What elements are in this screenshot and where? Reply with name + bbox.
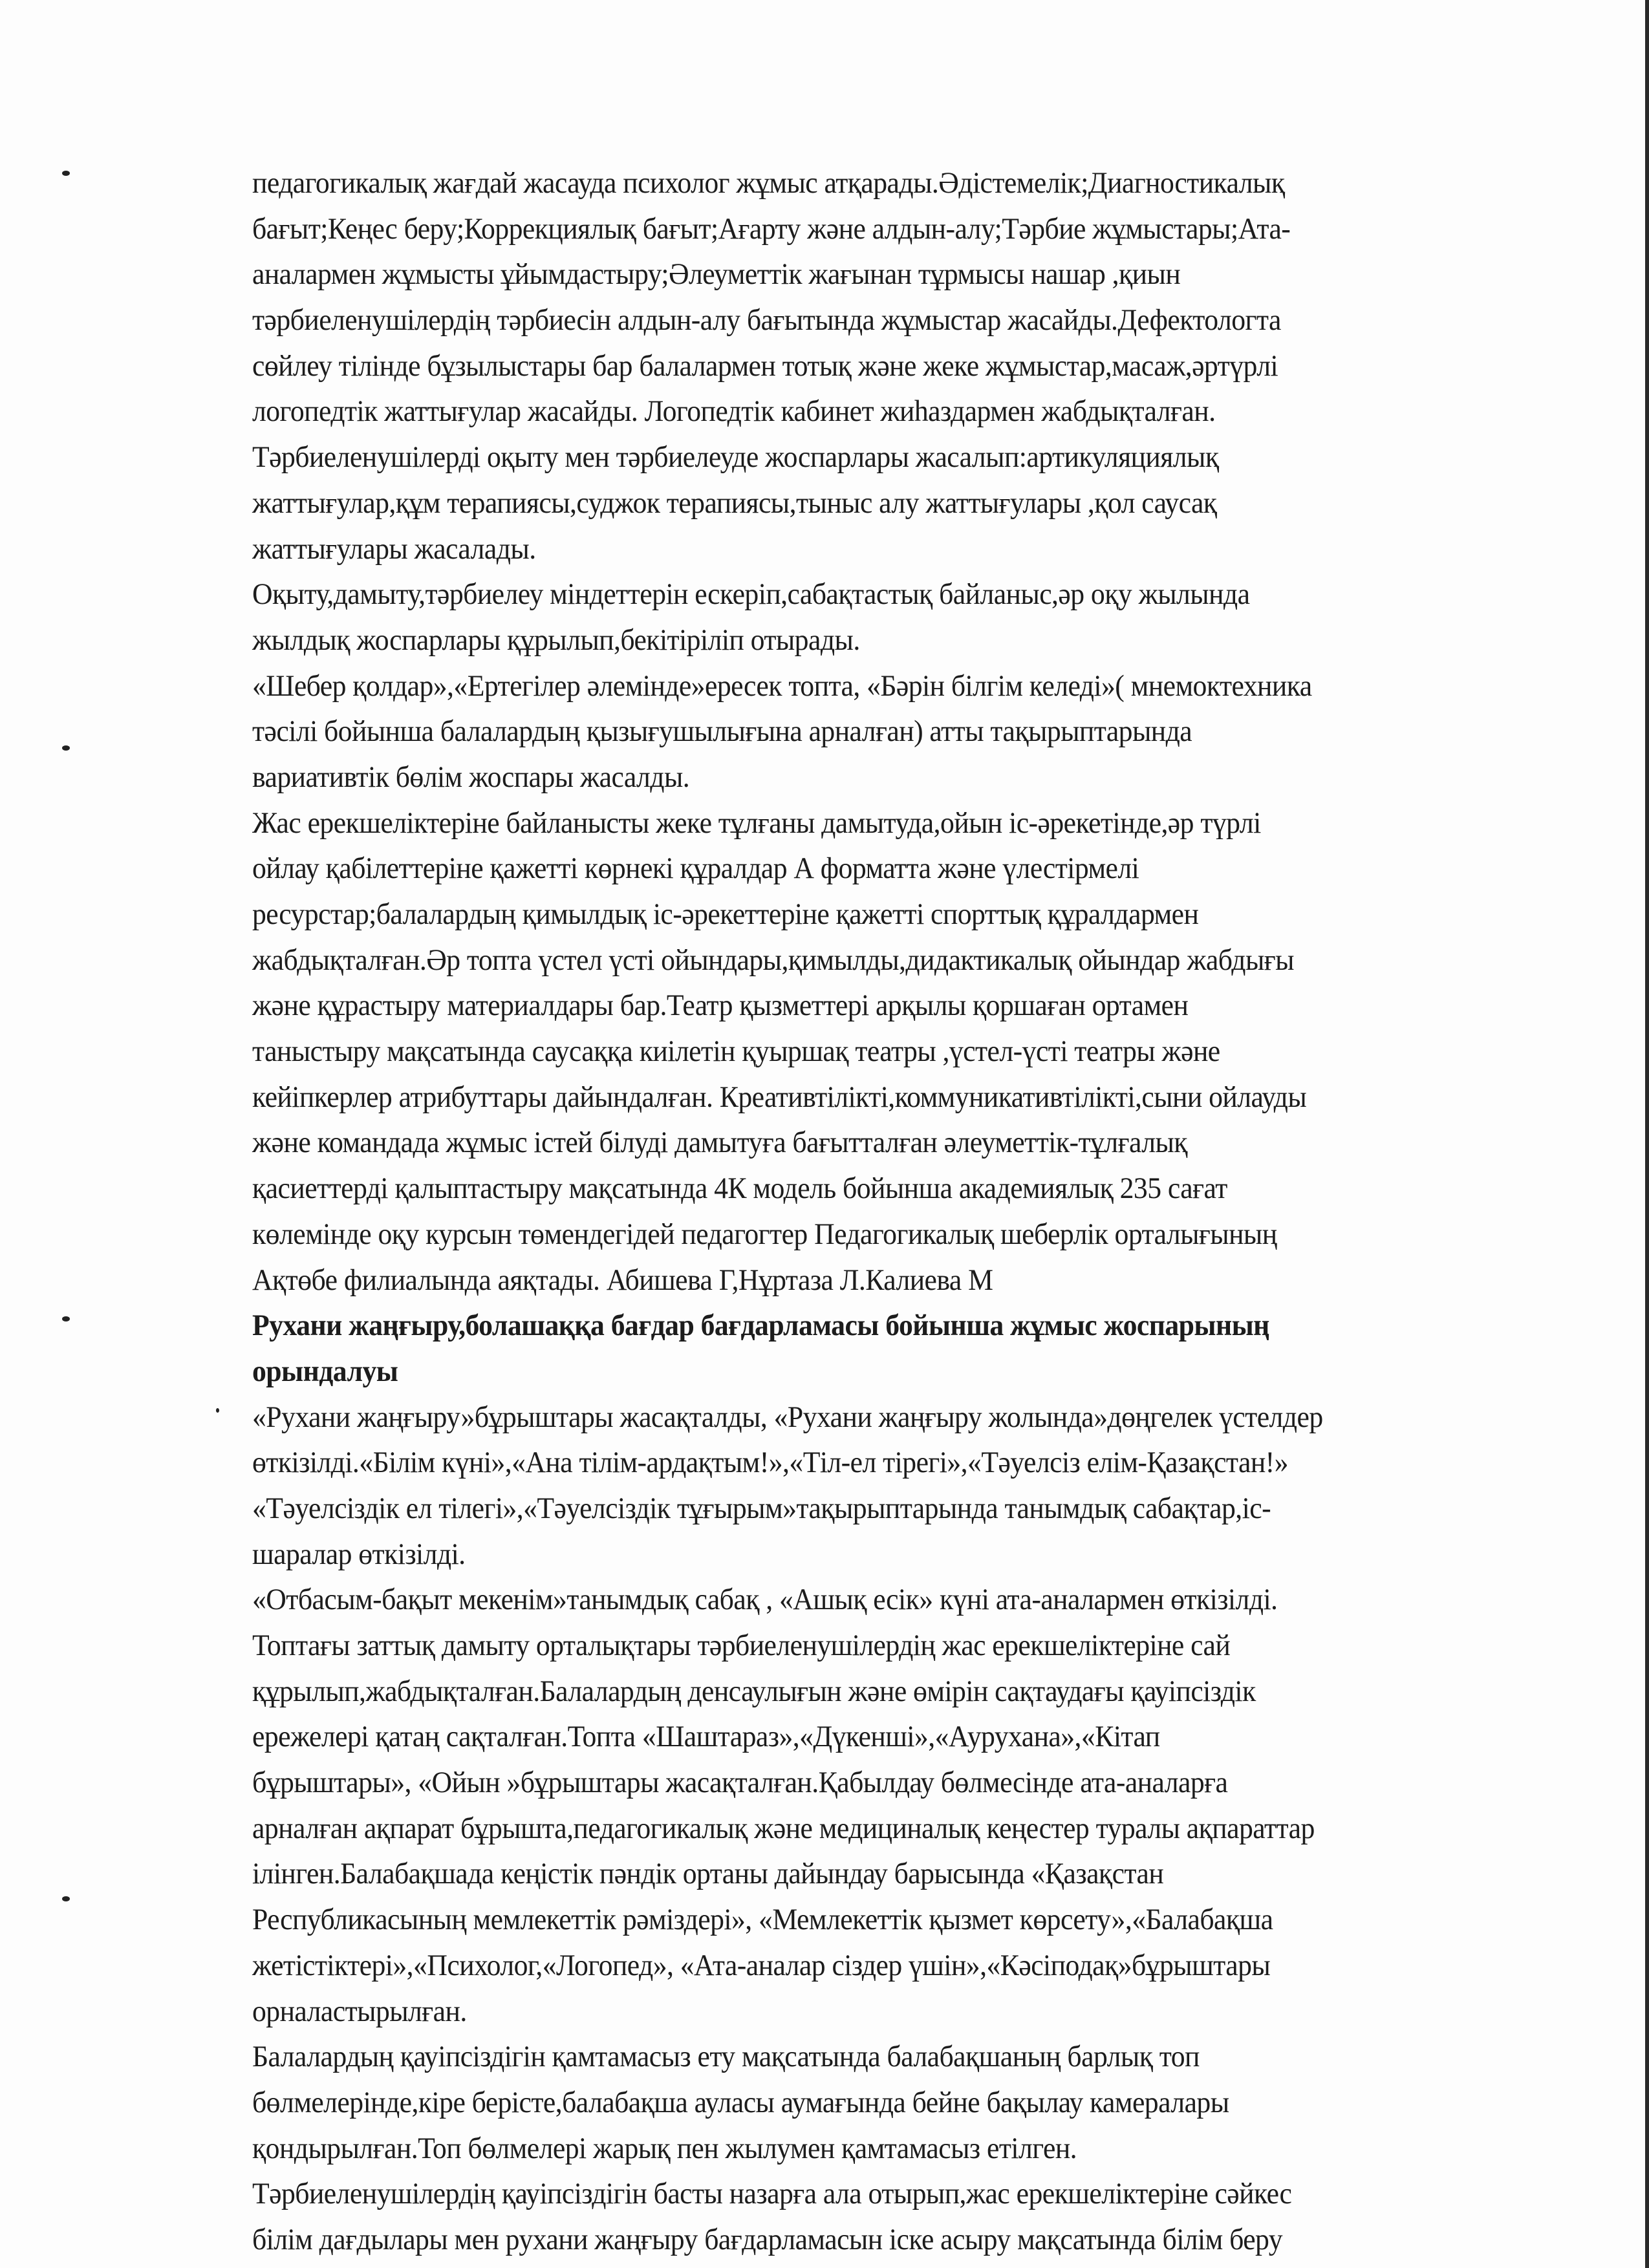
text-line: ілінген.Балабақшада кеңістік пәндік ортаны дайындау барысында «Қазақстан — [252, 1857, 1164, 1891]
text-line: «Шебер қолдар»,«Ертегілер әлемінде»ересек топта, «Бәрін білгім келеді»( мнемоктехника — [252, 669, 1312, 703]
text-line: жаттығулар,құм терапиясы,суджок терапиясы,тыныс алу жаттығулары ,қол саусақ — [252, 486, 1217, 520]
binder-hole-mark — [62, 1316, 70, 1321]
text-line: Республикасының мемлекеттік рәміздері», «Мемлекеттік қызмет көрсету»,«Балабақша — [252, 1903, 1273, 1937]
section-heading-line: орындалуы — [252, 1354, 398, 1388]
text-line: ресурстар;балалардың қимылдық іс-әрекеттеріне қажетті спорттық құралдармен — [252, 897, 1199, 931]
text-line: педагогикалық жағдай жасауда психолог жұмыс атқарады.Әдістемелік;Диагностикалық — [252, 166, 1285, 200]
text-line: құрылып,жабдықталған.Балалардың денсаулығын және өмірін сақтаудағы қауіпсіздік — [252, 1674, 1256, 1708]
text-line: және командада жұмыс істей білуді дамытуға бағытталған әлеуметтік-тұлғалық — [252, 1126, 1187, 1160]
text-line: тәрбиеленушілердің тәрбиесін алдын-алу бағытында жұмыстар жасайды.Дефектологта — [252, 303, 1281, 337]
text-line: аналармен жұмысты ұйымдастыру;Әлеуметтік жағынан тұрмысы нашар ,қиын — [252, 257, 1181, 292]
text-line: жабдықталған.Әр топта үстел үсті ойындары,қимылды,дидактикалық ойындар жабдығы — [252, 943, 1294, 977]
text-line: «Рухани жаңғыру»бұрыштары жасақталды, «Рухани жаңғыру жолында»дөңгелек үстелдер — [252, 1400, 1323, 1434]
binder-hole-mark — [62, 171, 70, 176]
text-line: бағыт;Кеңес беру;Коррекциялық бағыт;Ағарту және алдын-алу;Тәрбие жұмыстары;Ата- — [252, 211, 1291, 246]
text-line: бөлмелерінде,кіре берісте,балабақша ауласы аумағында бейне бақылау камералары — [252, 2085, 1229, 2119]
text-line: бұрыштары», «Ойын »бұрыштары жасақталған.Қабылдау бөлмесінде ата-аналарға — [252, 1766, 1228, 1800]
text-line: көлемінде оқу курсын төмендегідей педагогтер Педагогикалық шеберлік орталығының — [252, 1217, 1277, 1251]
text-line: жетістіктері»,«Психолог,«Логопед», «Ата-аналар сіздер үшін»,«Кәсіподақ»бұрыштары — [252, 1948, 1271, 1982]
text-line: Тәрбиеленушілердің қауіпсіздігін басты назарға ала отырып,жас ерекшеліктеріне сәйкес — [252, 2177, 1292, 2211]
text-line: қасиеттерді қалыптастыру мақсатында 4К модель бойынша академиялық 235 сағат — [252, 1171, 1227, 1206]
text-line: жылдық жоспарлары құрылып,бекітіріліп отырады. — [252, 623, 860, 657]
text-line: Ақтөбе филиалында аяқтады. Абишева Г,Нұртаза Л.Калиева М — [252, 1263, 993, 1297]
text-line: таныстыру мақсатында саусаққа киілетін қуыршақ театры ,үстел-үсті театры және — [252, 1034, 1220, 1069]
scan-speck — [216, 1408, 219, 1413]
text-line: сөйлеу тілінде бұзылыстары бар балалармен тотық және жеке жұмыстар,масаж,әртүрлі — [252, 348, 1278, 383]
text-line: «Отбасым-бақыт мекенім»танымдық сабақ , «Ашық есік» күні ата-аналармен өткізілді. — [252, 1583, 1278, 1617]
text-line: Тәрбиеленушілерді оқыту мен тәрбиелеуде жоспарлары жасалып:артикуляциялық — [252, 440, 1219, 475]
text-line: кейіпкерлер атрибуттары дайындалған. Креативтілікті,коммуникативтілікті,сыни ойлауды — [252, 1080, 1307, 1114]
text-line: «Тәуелсіздік ел тілегі»,«Тәуелсіздік тұғырым»тақырыптарында танымдық сабақтар,іс- — [252, 1491, 1271, 1525]
text-line: вариативтік бөлім жоспары жасалды. — [252, 760, 690, 794]
document-body — [252, 160, 1643, 2263]
text-line: ережелері қатаң сақталған.Топта «Шаштараз»,«Дүкенші»,«Аурухана»,«Кітап — [252, 1720, 1160, 1754]
text-line: Жас ерекшеліктеріне байланысты жеке тұлғаны дамытуда,ойын іс-әрекетінде,әр түрлі — [252, 806, 1261, 840]
text-line: логопедтік жаттығулар жасайды. Логопедтік кабинет жиһаздармен жабдықталған. — [252, 394, 1216, 429]
text-line: ойлау қабілеттеріне қажетті көрнекі құралдар А форматта және үлестірмелі — [252, 851, 1139, 886]
section-heading-line: Рухани жаңғыру,болашаққа бағдар бағдарламасы бойынша жұмыс жоспарының — [252, 1309, 1269, 1343]
binder-hole-mark — [62, 1896, 70, 1901]
text-line: және құрастыру материалдары бар.Театр қызметтері арқылы қоршаған ортамен — [252, 989, 1189, 1023]
text-line: арналған ақпарат бұрышта,педагогикалық және медициналық кеңестер туралы ақпараттар — [252, 1811, 1315, 1845]
text-line: Топтағы заттық дамыту орталықтары тәрбиеленушілердің жас ерекшеліктеріне сай — [252, 1629, 1231, 1662]
text-line: қондырылған.Топ бөлмелері жарық пен жылумен қамтамасыз етілген. — [252, 2131, 1077, 2165]
text-line: жаттығулары жасалады. — [252, 531, 536, 566]
text-line: Балалардың қауіпсіздігін қамтамасыз ету мақсатында балабақшаның барлық топ — [252, 2040, 1200, 2074]
text-line: Оқыту,дамыту,тәрбиелеу міндеттерін ескеріп,сабақтастық байланыс,әр оқу жылында — [252, 577, 1250, 612]
text-line: шаралар өткізілді. — [252, 1537, 466, 1571]
text-line: орналастырылған. — [252, 1994, 467, 2028]
text-line: білім дағдылары мен рухани жаңғыру бағдарламасын іске асыру мақсатында білім беру — [252, 2222, 1283, 2256]
text-line: өткізілді.«Білім күні»,«Ана тілім-ардақтым!»,«Тіл-ел тірегі»,«Тәуелсіз елім-Қазақстан!» — [252, 1446, 1288, 1480]
binder-hole-mark — [62, 745, 70, 751]
text-line: тәсілі бойынша балалардың қызығушылығына арналған) атты тақырыптарында — [252, 714, 1192, 749]
scan-edge-shadow — [1645, 0, 1649, 2268]
